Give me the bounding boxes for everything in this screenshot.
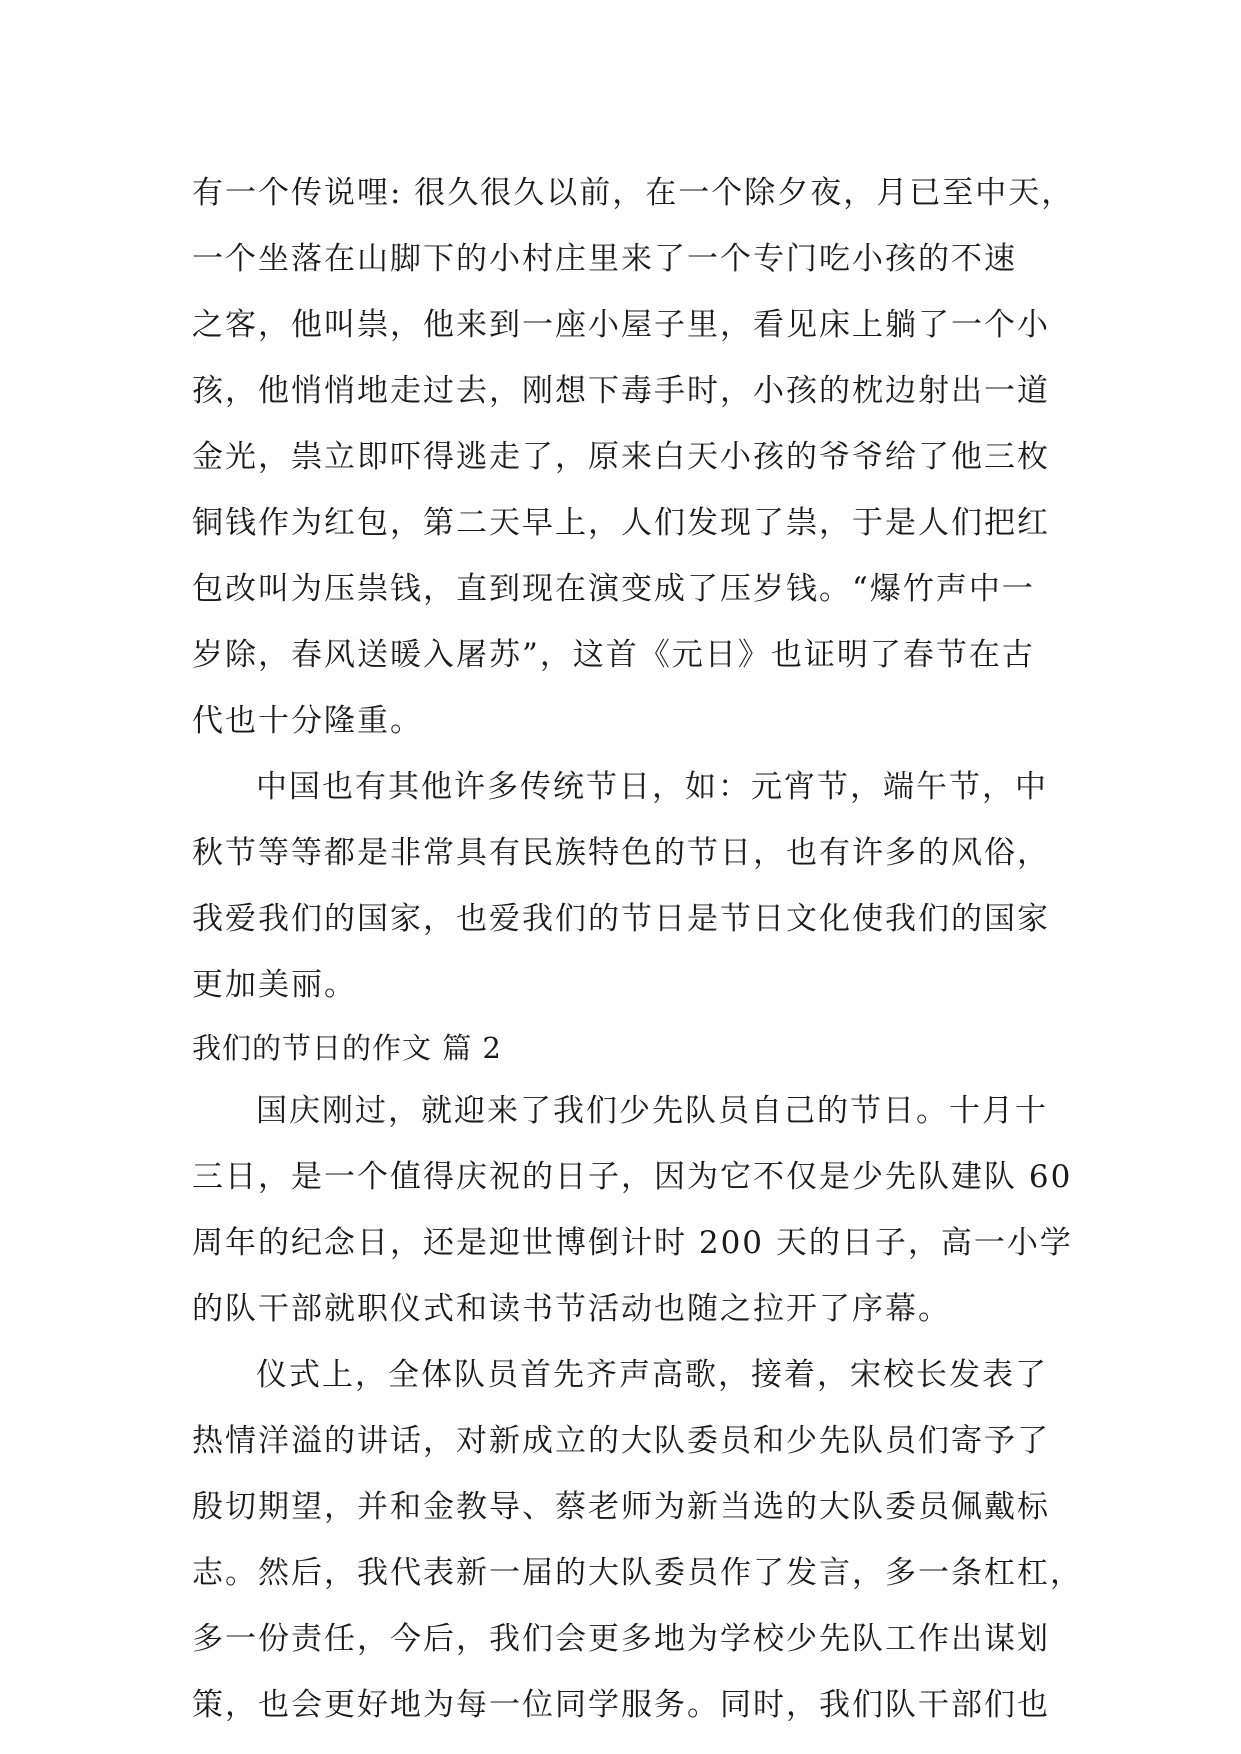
paragraph-legend-of-sui — [192, 160, 1075, 754]
text-line: 金光，祟立即吓得逃走了，原来白天小孩的爷爷给了他三枚 — [192, 439, 1050, 475]
text-line: 岁除，春风送暖入屠苏”，这首《元日》也证明了春节在古 — [192, 637, 1035, 673]
text-line: 铜钱作为红包，第二天早上，人们发现了祟，于是人们把红 — [192, 505, 1050, 541]
text-line: 代也十分隆重。 — [192, 703, 423, 739]
text-line: 志。然后，我代表新一届的大队委员作了发言，多一条杠杠， — [192, 1555, 1083, 1591]
document-body — [192, 160, 1083, 1738]
text-line: 的队干部就职仪式和读书节活动也随之拉开了序幕。 — [192, 1291, 951, 1327]
text-line: 策，也会更好地为每一位同学服务。同时，我们队干部们也 — [192, 1687, 1050, 1723]
text-line: 有一个传说哩: 很久很久以前，在一个除夕夜，月已至中天， — [192, 175, 1075, 211]
text-line: 多一份责任，今后，我们会更多地为学校少先队工作出谋划 — [192, 1621, 1050, 1657]
paragraph-pioneers-day — [192, 1078, 1073, 1342]
text-line: 周年的纪念日，还是迎世博倒计时 200 天的日子，高一小学 — [192, 1225, 1073, 1261]
text-line: 我爱我们的国家，也爱我们的节日是节日文化使我们的国家 — [192, 901, 1050, 937]
text-line: 一个坐落在山脚下的小村庄里来了一个专门吃小孩的不速 — [192, 241, 1017, 277]
paragraph-traditional-festivals — [192, 754, 1052, 1018]
text-line: 国庆刚过，就迎来了我们少先队员自己的节日。十月十 — [256, 1093, 1048, 1129]
text-line: 包改叫为压祟钱，直到现在演变成了压岁钱。“爆竹声中一 — [192, 571, 1035, 607]
text-line: 中国也有其他许多传统节日，如：元宵节，端午节，中 — [256, 769, 1048, 805]
text-line: 秋节等等都是非常具有民族特色的节日，也有许多的风俗， — [192, 835, 1050, 871]
text-line: 仪式上，全体队员首先齐声高歌，接着，宋校长发表了 — [256, 1357, 1048, 1393]
section-heading: 我们的节日的作文 篇 2 — [192, 1031, 502, 1065]
text-line: 三日，是一个值得庆祝的日子，因为它不仅是少先队建队 60 — [192, 1159, 1073, 1195]
text-line: 殷切期望，并和金教导、蔡老师为新当选的大队委员佩戴标 — [192, 1489, 1050, 1525]
text-line: 孩，他悄悄地走过去，刚想下毒手时，小孩的枕边射出一道 — [192, 373, 1050, 409]
paragraph-ceremony — [192, 1342, 1083, 1738]
text-line: 更加美丽。 — [192, 967, 357, 1003]
text-line: 热情洋溢的讲话，对新成立的大队委员和少先队员们寄予了 — [192, 1423, 1050, 1459]
text-line: 之客，他叫祟，他来到一座小屋子里，看见床上躺了一个小 — [192, 307, 1050, 343]
